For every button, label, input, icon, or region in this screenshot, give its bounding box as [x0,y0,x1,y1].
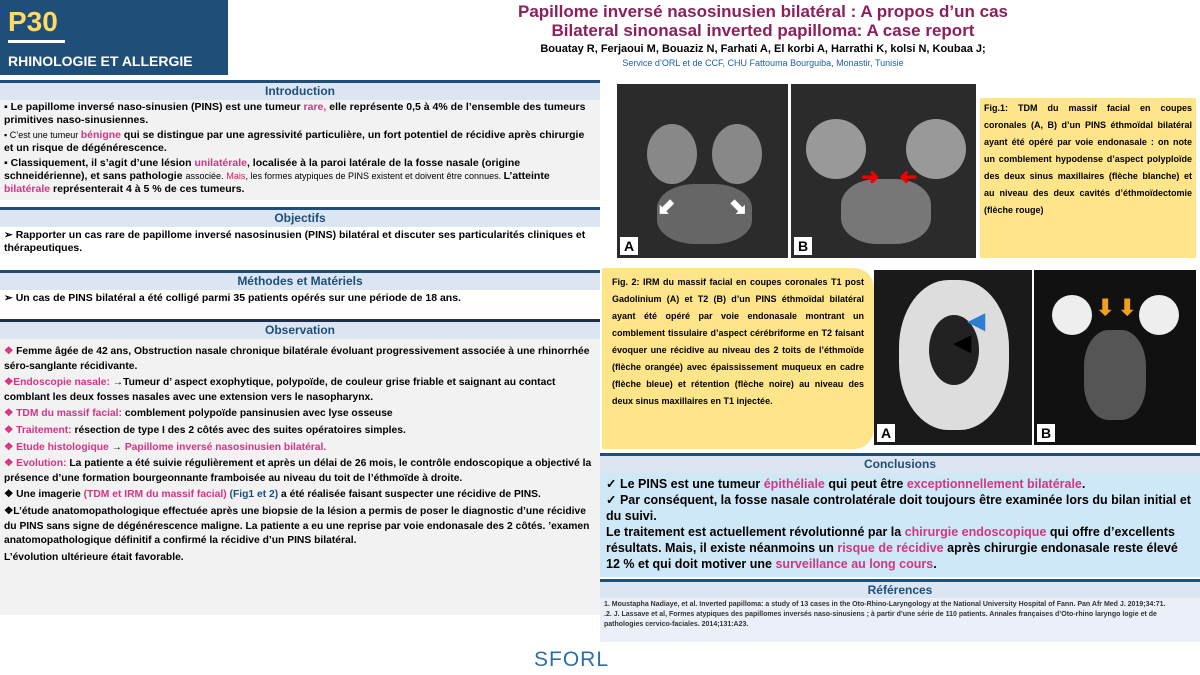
ct-image-b [791,84,976,258]
intro-paragraph-2: ▪ C’est une tumeur bénigne qui se distingue par une agressivité particulière, un fort potentiel de récidive après chirurgie et un risque de dégénérescence. [4,129,585,154]
specialty-label: RHINOLOGIE ET ALLERGIE [8,53,193,69]
figure-1-caption: Fig.1: TDM du massif facial en coupes coronales (A, B) d’un PINS éthmoïdal bilatéral ayant été opéré par voie endonasale : on note un comblement hypodense d’aspect polyploïde des deux sinus maxillaires (flèche blanche) et au niveau des deux cavités d’éthmoïdectomie (flèche rouge) [980,98,1196,258]
conclusion-3: Le traitement est actuellement révolutionné par la chirurgie endoscopique qui offre d’excellents résultats. Mais, il existe néanmoins un risque de récidive après chirurgie endonasale reste élevé 12 % et qui doit motiver une surveillance au long cours. [606,525,1178,571]
obs-item-8: ❖L’étude anatomopathologique effectuée après une biopsie de la lésion a permis de poser le diagnostic d’une récidive du PINS sans signe de dégénérescence maligne. La patiente a eu une reprise par voie endonasale des 2 côtés. ’examen anatomopathologique définitif a confirmé la récidive d’un PINS bilatéral. [4,505,590,547]
title-english: Bilateral sinonasal inverted papilloma: A case report [551,21,975,40]
methodes-body: ➢ Un cas de PINS bilatéral a été colligé parmi 35 patients opérés sur une période de 18 ans. [4,292,461,304]
intro-paragraph-3: ▪ Classiquement, il s’agit d’une lésion unilatérale, localisée à la paroi latérale de la fosse nasale (origine schneidérienne), et sans pathologie associée. Mais, les formes atypiques de PINS existent et doivent être connues. L’atteinte bilatérale représenterait 4 à 5 % de ces tumeurs. [4,157,550,195]
objectifs-header: Objectifs [0,207,600,227]
conclusions-header: Conclusions [600,453,1200,473]
introduction-body [0,100,600,200]
white-arrow-icon: ⬊ [729,194,748,219]
references-body [600,598,1200,642]
mri-image-b [1034,270,1196,445]
figure-label-a: A [877,424,895,442]
ct-image-a [617,84,788,258]
mri-image-a [874,270,1032,445]
obs-item-6: ❖ Evolution: La patiente a été suivie régulièrement et après un délai de 26 mois, le contrôle endoscopique a objectivé la présence d’une formation bourgeonnante framboisée au niveau du toit de l’éthmoïde à droite. [4,458,592,484]
observation-header: Observation [0,319,600,339]
conclusion-2: ✓ Par conséquent, la fosse nasale controlatérale doit toujours être examinée lors du bilan initial et du suivi. [606,493,1191,523]
title-block [330,2,1196,68]
orange-arrow-icon: ⬇ [1118,295,1137,320]
methodes-header: Méthodes et Matériels [0,270,600,290]
authors: Bouatay R, Ferjaoui M, Bouaziz N, Farhati A, El korbi A, Harrathi K, kolsi N, Koubaa J; [540,43,986,55]
header-banner [0,0,228,75]
conclusion-1: ✓ Le PINS est une tumeur épithéliale qui peut être exceptionnellement bilatérale. [606,477,1086,491]
conclusions-body [600,473,1200,577]
poster-code: P30 [8,6,58,37]
figure-2-caption: Fig. 2: IRM du massif facial en coupes coronales T1 post Gadolinium (A) et T2 (B) d’un PINS éthmoïdal bilatéral ayant été opéré par voie endonasale montrant un comblement tissulaire d’aspect cérébriforme en T2 faisant évoquer une récidive au niveau des 2 toits de l’éthmoïde (flèche orangée) avec épaississement muqueux en cadre (flèche bleue) et rétention (flèche noire) au niveau des deux sinus maxillaires en T1 injectée. [602,268,874,449]
affiliation: Service d’ORL et de CCF, CHU Fattouma Bourguiba, Monastir, Tunisie [622,58,904,68]
obs-item-5: ❖ Etude histologique → Papillome inversé nasosinusien bilatéral. [4,441,327,453]
introduction-header: Introduction [0,80,600,100]
obs-item-9: L’évolution ultérieure était favorable. [4,551,184,563]
code-underline [8,40,65,43]
obs-item-2: ❖Endoscopie nasale: →Tumeur d’ aspect exophytique, polypoïde, de couleur grise friable et saignant au contact comblant les deux fosses nasales avec une extension vers le nasopharynx. [4,377,556,403]
reference-2: .2. J. Lassave et al, Formes atypiques des papillomes inversés naso-sinusiens ; à partir d’une série de 110 patients. Annales françaises d’Oto-rhino laryngo logie et de pathologies cervico-faciales. 2014;131:A23. [604,611,1157,628]
objectifs-body: ➢ Rapporter un cas rare de papillome inversé nasosinusien (PINS) bilatéral et discuter ses particularités cliniques et thérapeutiques. [4,229,586,254]
sforl-logo-text: SFORL [534,648,610,671]
observation-body [0,339,600,615]
figure-label-a: A [620,237,638,255]
references-header: Références [600,579,1200,599]
blue-arrow-icon: ◀ [968,308,985,333]
red-arrow-icon: ➜ [899,164,918,189]
white-arrow-icon: ⬋ [657,194,676,219]
obs-item-7: ❖ Une imagerie (TDM et IRM du massif facial) (Fig1 et 2) a été réalisée faisant suspecter une récidive de PINS. [4,489,541,501]
black-arrow-icon: ◀ [954,330,971,355]
reference-1: 1. Moustapha Nadiaye, et al. Inverted papilloma: a study of 13 cases in the Oto-Rhino-Laryngology at the National University Hospital of Fann. Pan Afr Med J. 2019;34:71. [604,601,1166,608]
title-french: Papillome inversé nasosinusien bilatéral : A propos d’un cas [518,2,1008,21]
obs-item-1: ❖ Femme âgée de 42 ans, Obstruction nasale chronique bilatérale évoluant progressivement associée à une rhinorrhée séro-sanglante récidivante. [4,346,590,372]
obs-item-4: ❖ Traitement: résection de type I des 2 côtés avec des suites opératoires simples. [4,424,406,436]
figure-label-b: B [1037,424,1055,442]
figure-label-b: B [794,237,812,255]
red-arrow-icon: ➜ [861,164,880,189]
intro-paragraph-1: ▪ Le papillome inversé naso-sinusien (PINS) est une tumeur rare, elle représente 0,5 à 4% de l’ensemble des tumeurs primitives naso-sinusiennes. [4,101,586,126]
obs-item-3: ❖ TDM du massif facial: comblement polypoïde pansinusien avec lyse osseuse [4,408,393,420]
orange-arrow-icon: ⬇ [1096,295,1115,320]
sforl-logo [534,648,674,675]
